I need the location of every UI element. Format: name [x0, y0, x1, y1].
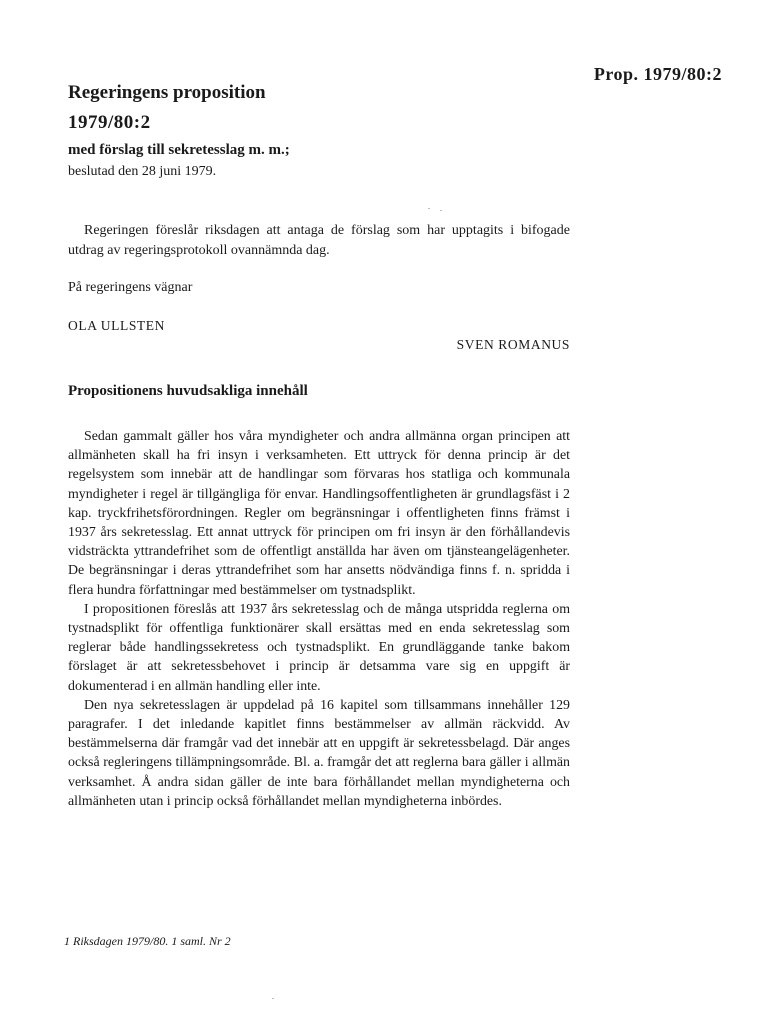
signature-prime-minister: OLA ULLSTEN	[68, 318, 165, 333]
intro-paragraph: Regeringen föreslår riksdagen att antaga de förslag som har upptagits i bifogade utdrag av regeringsprotokoll ovannämnda dag.	[68, 223, 570, 258]
scan-speck	[440, 210, 442, 211]
decision-date: beslutad den 28 juni 1979.	[68, 164, 217, 179]
scan-speck	[428, 208, 430, 209]
body-paragraph: Sedan gammalt gäller hos våra myndigheter och andra allmänna organ principen att allmänheten skall ha fri insyn i verksamheten. Ett uttryck för denna princip är det regelsystem som innebär att de handlingar som förvaras hos statliga och kommunala myndigheter i regel är tillgängliga för envar. Handlingsoffentligheten är grundlagsfäst i 2 kap. tryckfrihetsförordningen. Regler om begränsningar i offentligheten finns främst i 1937 års sekretesslag. Ett annat uttryck för principen om fri insyn är den förhållandevis vidsträckta yttrandefrihet som de offentligt anställda har även om tjänsteangelägenheter. De begränsningar i deras yttrandefrihet som har ansetts nödvändiga finns f. n. spridda i flera hundra författningar med bestämmelser om tystnadsplikt.	[68, 429, 570, 598]
document-subtitle: med förslag till sekretesslag m. m.;	[68, 142, 290, 158]
on-behalf-line: På regeringens vägnar	[68, 280, 193, 295]
document-number: 1979/80:2	[68, 112, 151, 133]
body-paragraph: I propositionen föreslås att 1937 års sekretesslag och de många utspridda reglerna om tystnadsplikt för offentliga funktionärer skall ersättas med en enda sekretesslag som reglerar både handlingssekretess och tystnadsplikt. En grundläggande tanke bakom förslaget är att sekretessbehovet i princip är detsamma vare sig en uppgift är dokumenterad i en allmän handling eller inte.	[68, 601, 570, 694]
section-body	[68, 427, 570, 811]
signature-minister: SVEN ROMANUS	[456, 337, 570, 352]
scan-speck	[272, 998, 274, 999]
page-footer: 1 Riksdagen 1979/80. 1 saml. Nr 2	[64, 934, 231, 948]
proposition-reference: Prop. 1979/80:2	[593, 64, 722, 84]
section-heading: Propositionens huvudsakliga innehåll	[68, 383, 308, 399]
body-paragraph: Den nya sekretesslagen är uppdelad på 16 kapitel som tillsammans innehåller 129 paragrafer. I det inledande kapitlet finns bestämmelser av allmän räckvidd. Av bestämmelserna där framgår vad det innebär att en uppgift är sekretessbelagd. Där anges också regleringens tillämpningsområde. Bl. a. framgår det att reglerna bara gäller i allmän verksamhet. Å andra sidan gäller de inte bara förhållandet mellan myndigheterna och allmänheten utan i princip också förhållandet mellan myndigheterna inbördes.	[68, 697, 570, 809]
document-title: Regeringens proposition	[68, 82, 266, 103]
